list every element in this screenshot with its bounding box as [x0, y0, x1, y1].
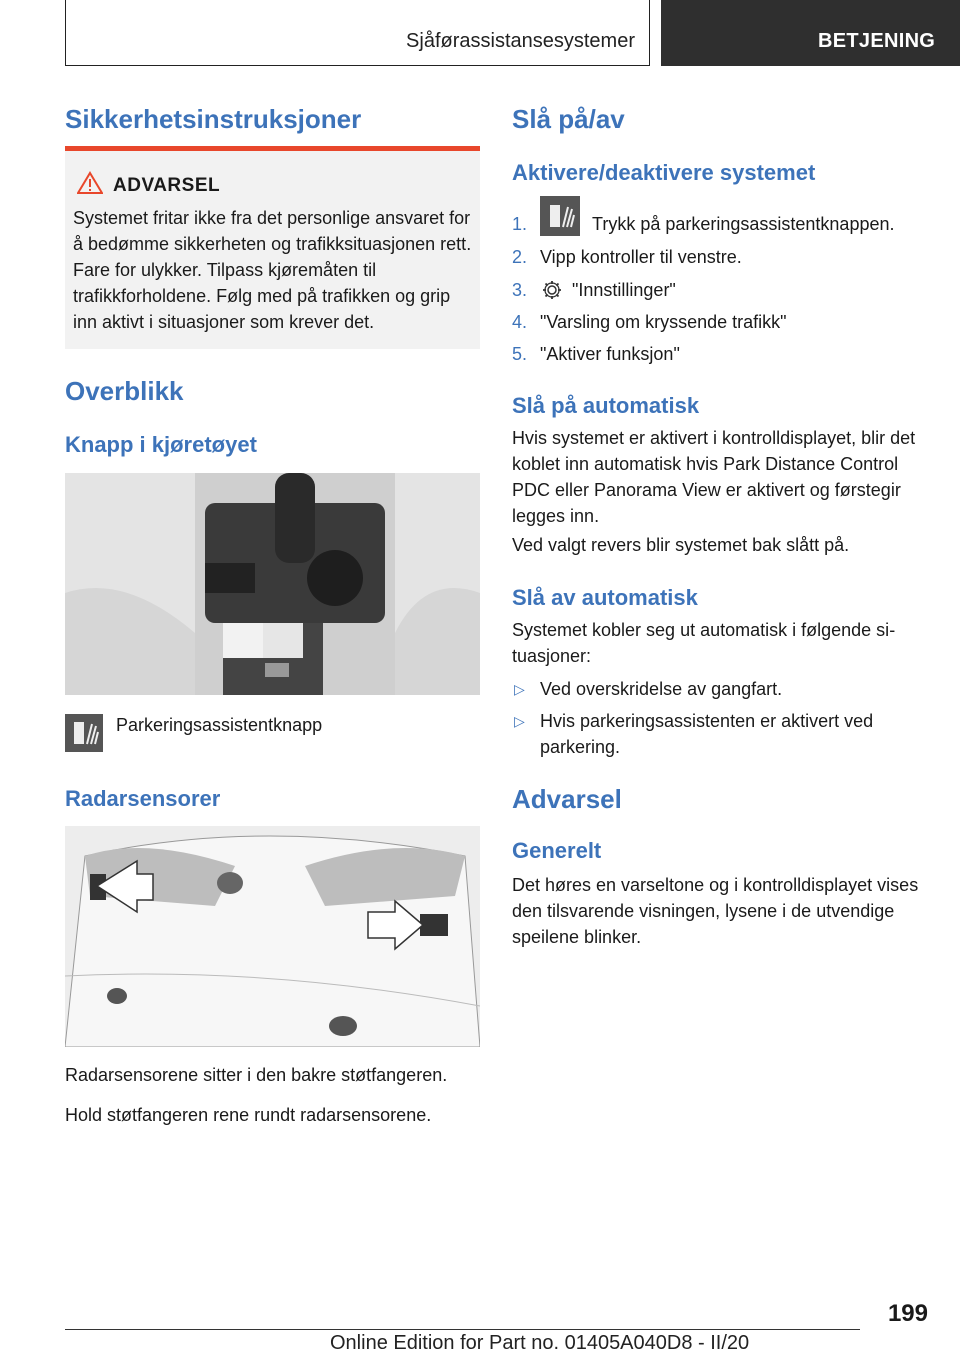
- general-paragraph: Det høres en varseltone og i kontrolldisplayet vises den tilsvarende visningen, lysene i de utvendige speilene blinker.: [512, 875, 919, 947]
- auto-off-title: Slå av automatisk: [512, 585, 698, 610]
- bullet-triangle-icon: ▷: [514, 713, 525, 729]
- radar-paragraph-1: Radarsensorene sitter i den bakre støtfangeren.: [65, 1065, 448, 1085]
- radar-section-title: Radarsensorer: [65, 786, 221, 811]
- bullet-item: Ved overskridelse av gangfart.: [540, 679, 783, 699]
- warning-text: Systemet fritar ikke fra det personlige ansvaret for å bedømme sikkerheten og trafikksituasjonen rett. Fare for ulykker. Tilpass kjøremåten til trafikkforholdene. Følg med på trafikken og grip inn aktivt i situasjoner som krever det.: [73, 208, 472, 332]
- overview-title: Overblikk: [65, 376, 184, 406]
- settings-gear-icon: [541, 279, 563, 301]
- step-number: 2.: [512, 247, 528, 267]
- header-chapter-tab: [661, 0, 960, 66]
- radar-paragraph-2: Hold støtfangeren rene rundt radarsensorene.: [65, 1105, 432, 1125]
- button-caption: Parkeringsassistentknapp: [116, 715, 323, 735]
- step-text: "Innstillinger": [572, 280, 676, 300]
- step-text: "Aktiver funksjon": [540, 344, 680, 364]
- step-number: 3.: [512, 280, 528, 300]
- auto-on-title: Slå på automatisk: [512, 393, 700, 418]
- header-section-tab: [65, 0, 650, 66]
- parking-assistant-button-icon: [65, 714, 103, 752]
- step-text: Vipp kontroller til venstre.: [540, 247, 742, 267]
- step-number: 5.: [512, 344, 528, 364]
- safety-title: Sikkerhetsinstruksjoner: [65, 104, 362, 134]
- page-number: 199: [887, 1300, 928, 1327]
- parking-assistant-button-icon: [540, 196, 580, 236]
- step-number: 4.: [512, 312, 528, 332]
- general-title: Generelt: [512, 838, 602, 863]
- bullet-item: Hvis parkeringsassistenten er aktivert ved parkering.: [540, 711, 874, 757]
- step-text: "Varsling om kryssende trafikk": [540, 312, 787, 332]
- warning-section-title: Advarsel: [512, 784, 622, 814]
- warning-box: [65, 146, 480, 349]
- footer-divider: [65, 1329, 860, 1330]
- on-off-title: Slå på/av: [512, 104, 625, 134]
- auto-off-paragraph: Systemet kobler seg ut automatisk i følgende situasjoner:: [512, 620, 896, 666]
- auto-on-paragraph-1: Hvis systemet er aktivert i kontrolldisplayet, blir det koblet inn automatisk hvis Park Distance Control PDC eller Panorama View er aktivert og førstegir legges inn.: [512, 428, 916, 526]
- bullet-triangle-icon: ▷: [514, 681, 525, 697]
- button-section-title: Knapp i kjøretøyet: [65, 432, 257, 457]
- center-console-image: [65, 473, 480, 695]
- auto-on-paragraph-2: Ved valgt revers blir systemet bak slått på.: [512, 535, 850, 555]
- warning-triangle-icon: [77, 171, 103, 195]
- car-rear-radar-image: [65, 826, 480, 1047]
- step-text: Trykk på parkeringsassistentknappen.: [592, 214, 895, 234]
- header-section-title: Sjåførassistansesystemer: [406, 30, 635, 52]
- header-chapter-title: BETJENING: [818, 30, 936, 52]
- step-number: 1.: [512, 214, 528, 234]
- warning-label: ADVARSEL: [113, 175, 221, 196]
- footer-edition: Online Edition for Part no. 01405A040D8 - II/20: [330, 1332, 750, 1354]
- activate-title: Aktivere/deaktivere systemet: [512, 160, 816, 185]
